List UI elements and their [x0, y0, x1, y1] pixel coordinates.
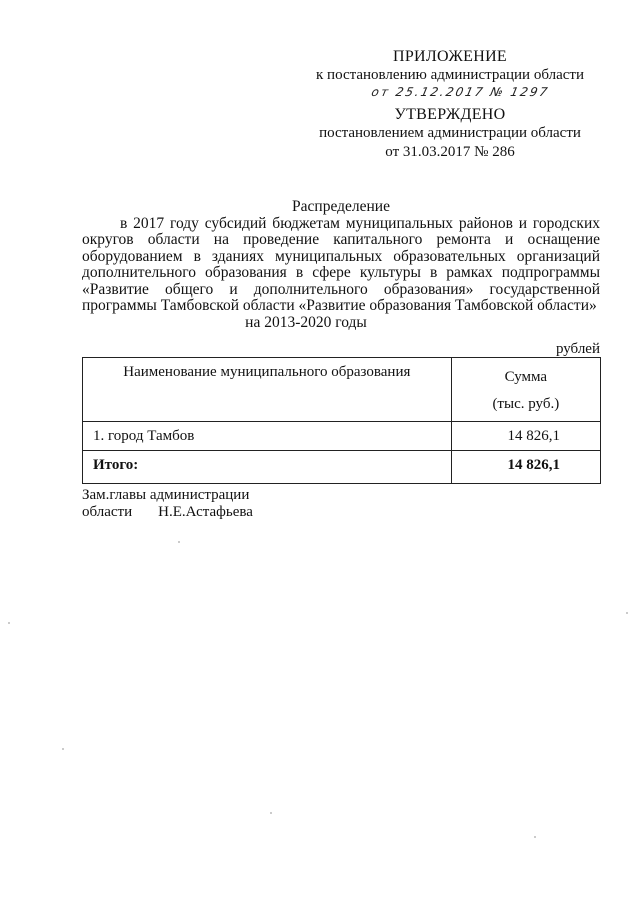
signature-block [82, 487, 253, 521]
approved-title: УТВЕРЖДЕНО [394, 106, 506, 123]
scan-speck [178, 541, 180, 543]
scan-speck [270, 812, 272, 814]
body-line-5: «Развитие общего и дополнительного образования» государственной [82, 280, 600, 298]
table-row [83, 422, 601, 451]
appendix-subtitle: к постановлению администрации области [316, 67, 584, 83]
body-line-7: на 2013-2020 годы [245, 313, 367, 331]
scan-speck [8, 622, 10, 624]
col-sum-header-line-2: (тыс. руб.) [492, 396, 560, 412]
document-heading: Распределение [292, 198, 390, 215]
col-sum-header-line-1: Сумма [504, 369, 548, 385]
total-label-cell: Итого: [83, 451, 452, 484]
row-name-cell: 1. город Тамбов [83, 422, 452, 451]
handwritten-date: от 25.12.2017 № 1297 [370, 85, 551, 99]
scan-speck [62, 748, 64, 750]
body-line-3: оборудованием в зданиях муниципальных образовательных организаций [82, 247, 600, 265]
table-header-row [83, 358, 601, 422]
approved-line-1: постановлением администрации области [319, 125, 581, 141]
approved-line-2: от 31.03.2017 № 286 [385, 144, 515, 160]
appendix-title: ПРИЛОЖЕНИЕ [392, 48, 507, 65]
total-sum-cell: 14 826,1 [451, 451, 600, 484]
signatory-position-line-1: Зам.главы администрации [82, 487, 250, 503]
col-sum-header [451, 358, 600, 422]
distribution-table [82, 357, 601, 484]
row-sum-cell: 14 826,1 [451, 422, 600, 451]
scan-speck [534, 836, 536, 838]
signatory-name: Н.Е.Астафьева [158, 504, 253, 520]
table-total-row [83, 451, 601, 484]
body-line-2: округов области на проведение капитального ремонта и оснащение [82, 231, 600, 248]
body-line-4: дополнительного образования в сфере культуры в рамках подпрограммы [82, 264, 600, 281]
approval-header [300, 47, 600, 162]
body-line-1: в 2017 году субсидий бюджетам муниципальных районов и городских [120, 214, 600, 232]
col-name-header: Наименование муниципального образования [83, 358, 452, 422]
signatory-position-line-2 [82, 504, 253, 521]
document-title-block [82, 199, 600, 331]
signatory-position-text: области [82, 504, 133, 520]
body-line-6: программы Тамбовской области «Развитие образования Тамбовской области» [82, 297, 597, 314]
units-label: рублей [555, 341, 600, 357]
scan-speck [626, 612, 628, 614]
